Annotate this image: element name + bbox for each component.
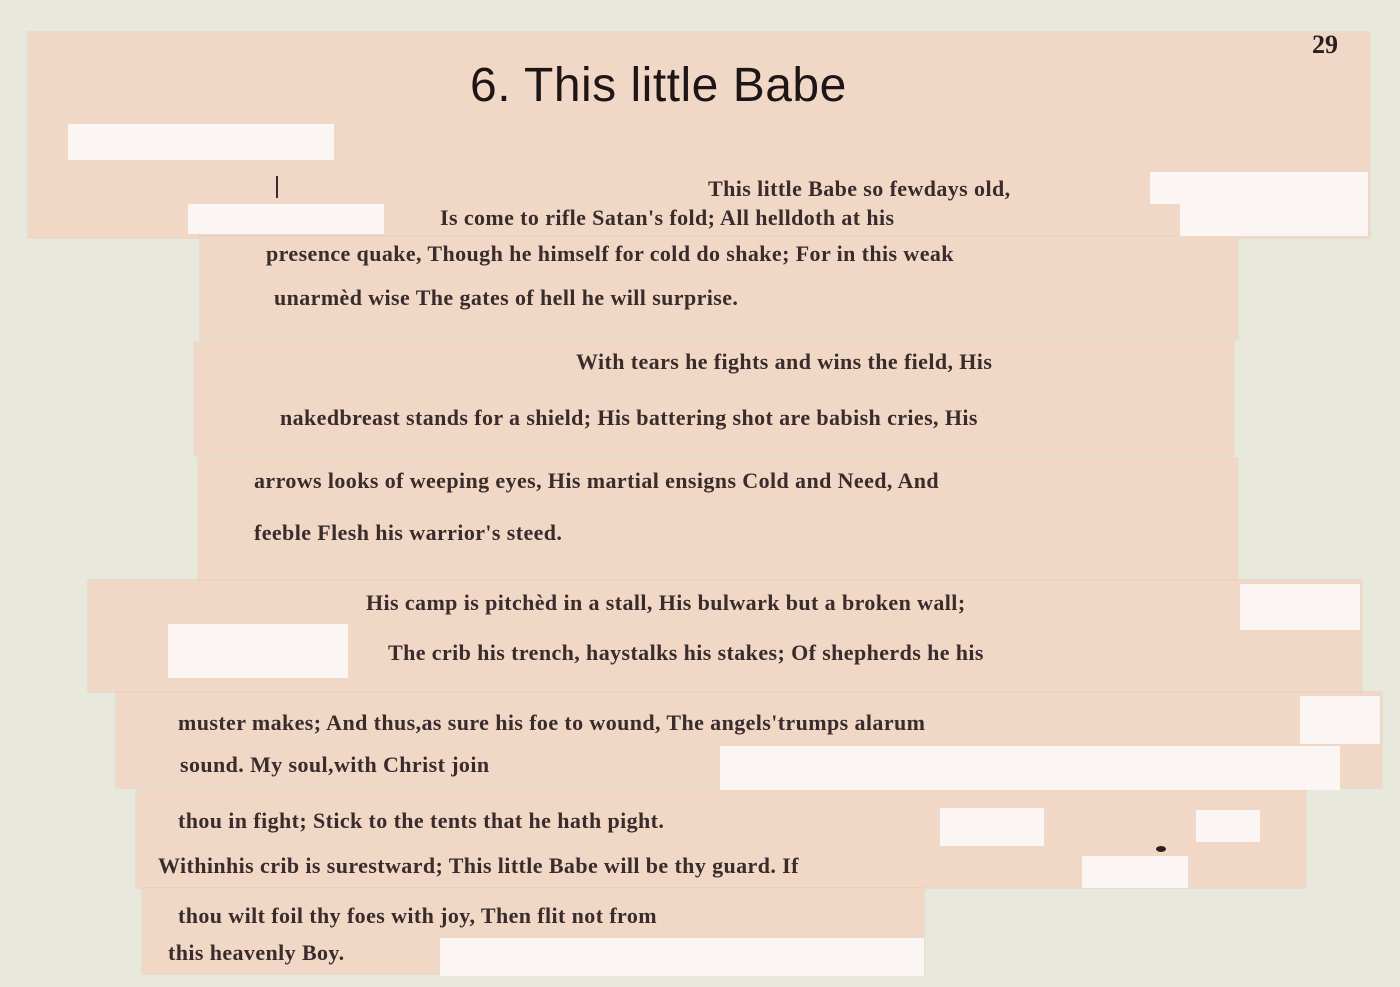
- white-patch: [188, 204, 384, 234]
- poem-line: His camp is pitchèd in a stall, His bulwark but a broken wall;: [366, 590, 966, 615]
- poem-line: Is come to rifle Satan's fold; All helldoth at his: [440, 205, 895, 230]
- poem-line: With tears he fights and wins the field, His: [576, 349, 993, 374]
- white-patch: [440, 938, 924, 976]
- white-patch: [1082, 856, 1188, 888]
- white-patch: [1180, 204, 1368, 236]
- poem-line: feeble Flesh his warrior's steed.: [254, 520, 563, 545]
- white-patch: [940, 808, 1044, 846]
- poem-line: unarmèd wise The gates of hell he will surprise.: [274, 285, 739, 310]
- poem-line: thou in fight; Stick to the tents that he hath pight.: [178, 808, 665, 833]
- print-mark: [1156, 846, 1166, 852]
- poem-line: nakedbreast stands for a shield; His battering shot are babish cries, His: [280, 405, 978, 430]
- poem-line: muster makes; And thus,as sure his foe to wound, The angels'trumps alarum: [178, 710, 926, 735]
- poem-line: arrows looks of weeping eyes, His martial ensigns Cold and Need, And: [254, 468, 940, 493]
- poem-line: The crib his trench, haystalks his stakes; Of shepherds he his: [388, 640, 984, 665]
- poem-line: Withinhis crib is surestward; This little Babe will be thy guard. If: [158, 853, 799, 878]
- poem-line: sound. My soul,with Christ join: [180, 752, 490, 777]
- white-patch: [68, 124, 334, 160]
- page-number: 29: [1312, 30, 1338, 59]
- white-patch: [720, 746, 1340, 790]
- white-patch: [1150, 172, 1368, 204]
- poem-line: presence quake, Though he himself for cold do shake; For in this weak: [266, 241, 954, 266]
- poem-line: thou wilt foil thy foes with joy, Then flit not from: [178, 903, 657, 928]
- poem-line: This little Babe so fewdays old,: [708, 176, 1011, 201]
- page-title: 6. This little Babe: [470, 59, 847, 112]
- white-patch: [1196, 810, 1260, 842]
- white-patch: [1300, 696, 1380, 744]
- print-mark: [276, 176, 278, 198]
- poem-line: this heavenly Boy.: [168, 940, 345, 965]
- white-patch: [168, 624, 348, 678]
- white-patch: [1240, 584, 1360, 630]
